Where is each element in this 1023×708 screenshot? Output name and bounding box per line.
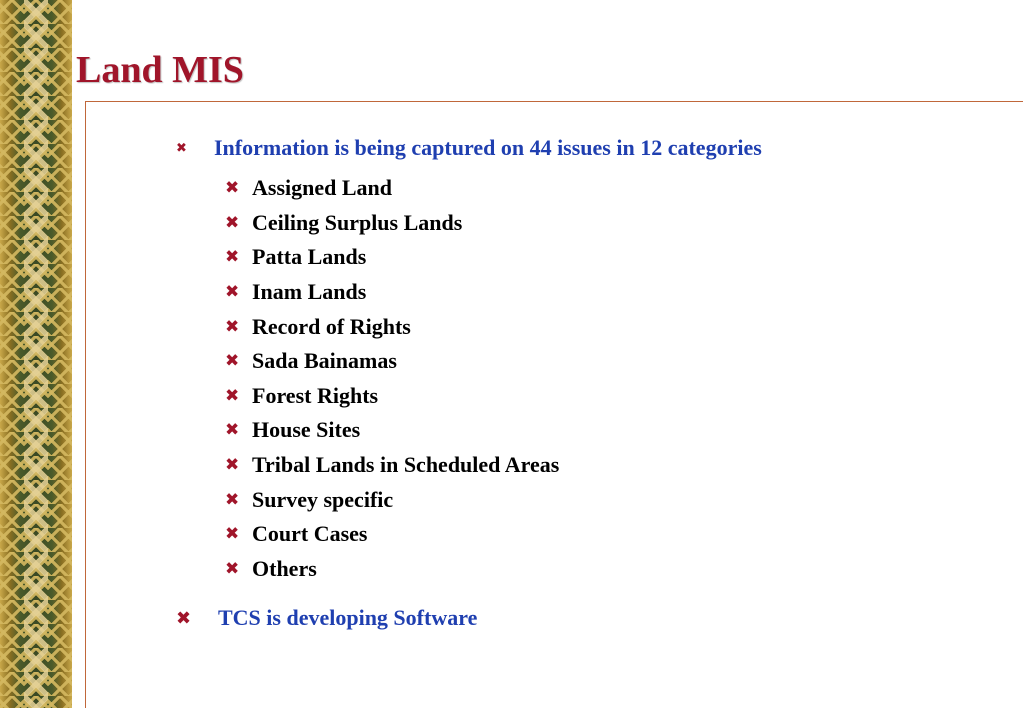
list-item: ✖ House Sites [225,417,361,443]
cross-x-icon: ✖ [225,212,240,233]
list-item: ✖ Assigned Land [225,175,393,201]
cross-x-icon: ✖ [225,178,240,199]
bullet-point-1 [176,135,762,161]
list-item: ✖ Forest Rights [225,382,379,408]
cross-x-icon: ✖ [225,351,240,372]
bullet-point-2 [176,605,477,631]
list-item: ✖ Patta Lands [225,244,367,270]
slide-title: Land MIS [76,49,244,91]
cross-x-icon: ✖ [225,558,240,579]
list-item: ✖ Survey specific [225,486,394,512]
category-list [225,171,559,586]
cross-x-icon: ✖ [176,607,192,629]
bullet-point-text: TCS is developing Software [218,605,478,630]
cross-x-icon: ✖ [225,316,240,337]
list-item: ✖ Inam Lands [225,279,367,305]
list-item: ✖ Record of Rights [225,313,411,339]
list-item: ✖ Sada Bainamas [225,348,397,374]
list-item: ✖ Others [225,555,317,581]
cross-x-icon: ✖ [225,524,240,545]
cross-x-icon: ✖ [225,420,240,441]
bullet-point-text: Information is being captured on 44 issues in 12 categories [214,135,762,160]
title-divider [85,101,1023,102]
cross-x-icon: ✖ [225,455,240,476]
list-item: ✖ Court Cases [225,521,368,547]
list-item: ✖ Ceiling Surplus Lands [225,209,463,235]
cross-x-icon: ✖ [176,140,187,156]
content-rule [85,101,86,708]
cross-x-icon: ✖ [225,282,240,303]
list-item: ✖ Tribal Lands in Scheduled Areas [225,452,560,478]
cross-x-icon: ✖ [225,385,240,406]
cross-x-icon: ✖ [225,489,240,510]
decorative-border [0,0,72,708]
cross-x-icon: ✖ [225,247,240,268]
